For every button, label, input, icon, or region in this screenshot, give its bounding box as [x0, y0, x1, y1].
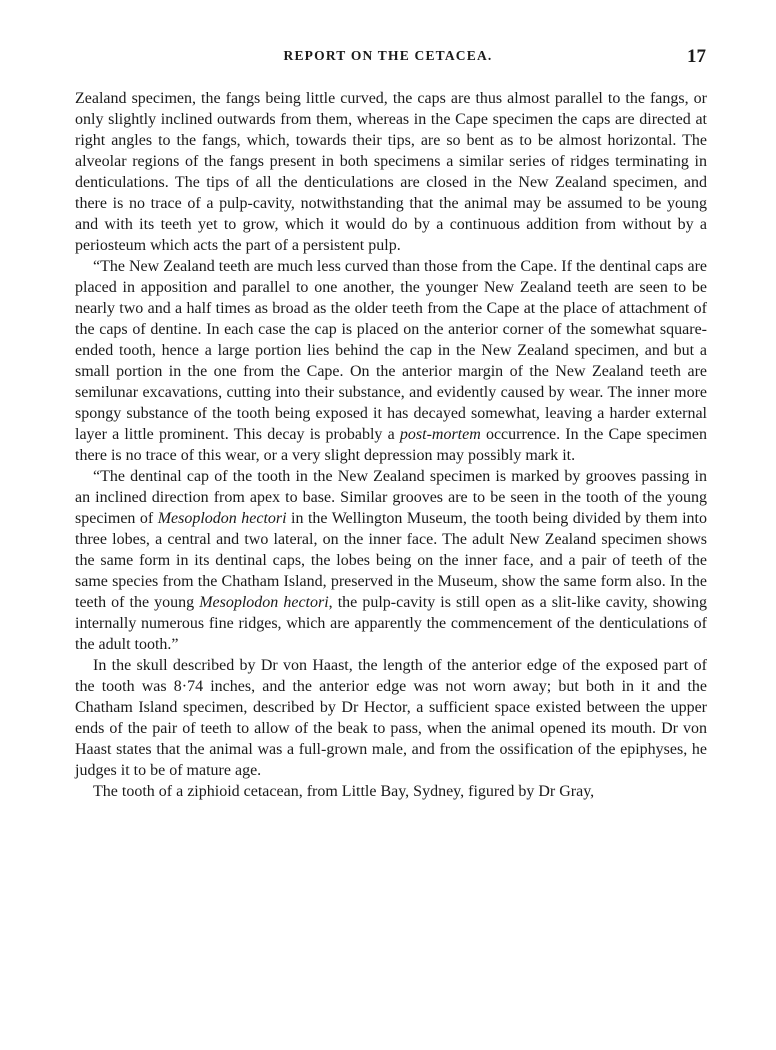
paragraph-2-text-a: “The New Zealand teeth are much less curved than those from the Cape. If the dentinal caps are placed in apposition and parallel to one another, the younger New Zealand teeth are seen to be nearly two and a half times as broad as the older teeth from the Cape at the place of attachment of the caps of dentine. In each case the cap is placed on the anterior corner of the somewhat square-ended tooth, hence a large portion lies behind the cap in the New Zealand specimen, and but a small portion in the one from the Cape. On the anterior margin of the New Zealand teeth are semilunar excavations, cutting into their substance, and evidently caused by wear. The inner more spongy substance of the tooth being exposed it has decayed somewhat, leaving a harder external layer a little prominent. This decay is probably a — [75, 258, 707, 443]
paragraph-1-text: Zealand specimen, the fangs being little curved, the caps are thus almost parallel to the fangs, or only slightly inclined outwards from them, whereas in the Cape specimen the caps are directed at right angles to the fangs, which, towards their tips, are so bent as to be almost horizontal. The alveolar regions of the fangs present in both specimens a similar series of ridges terminating in denticulations. The tips of all the denticulations are closed in the New Zealand specimen, and there is no trace of a pulp-cavity, notwithstanding that the animal may be assumed to be young and with its teeth yet to grow, which it would do by a continuous addition from without by a periosteum which acts the part of a persistent pulp. — [75, 90, 707, 254]
paragraph-5 — [75, 781, 707, 802]
paragraph-1 — [75, 88, 707, 256]
paragraph-5-text: The tooth of a ziphioid cetacean, from Little Bay, Sydney, figured by Dr Gray, — [93, 783, 595, 800]
paragraph-2 — [75, 256, 707, 466]
paragraph-3-text-c: , the pulp-cavity is still open as a slit-like cavity, showing internally numerous fine ridges, which are apparently the commencement of the denticulations of the adult tooth.” — [75, 594, 708, 653]
paragraph-4-text: In the skull described by Dr von Haast, the length of the anterior edge of the exposed part of the tooth was 8·74 inches, and the anterior edge was not worn away; but both in it and the Chatham Island specimen, described by Dr Hector, a sufficient space existed between the upper ends of the pair of teeth to allow of the beak to pass, when the animal opened its mouth. Dr von Haast states that the animal was a full-grown male, and from the ossification of the epiphyses, he judges it to be of mature age. — [75, 657, 707, 779]
paragraph-3 — [75, 466, 707, 655]
paragraph-2-italic-term: post-mortem — [399, 426, 481, 443]
paragraph-3-text-b: in the Wellington Museum, the tooth being divided by them into three lobes, a central and two lateral, on the inner face. The adult New Zealand specimen shows the same form in its dentinal caps, the lobes being on the inner face, and a pair of teeth of the same species from the Chatham Island, preserved in the Museum, show the same form also. In the teeth of the young — [75, 510, 707, 611]
body-text — [75, 88, 707, 802]
running-title: REPORT ON THE CETACEA. — [283, 48, 493, 63]
paragraph-3-text-a: “The dentinal cap of the tooth in the New Zealand specimen is marked by grooves passing in an inclined direction from apex to base. Similar grooves are to be seen in the tooth of the young specimen of — [75, 468, 707, 527]
species-name-1: Mesoplodon hectori — [157, 510, 287, 527]
page-number: 17 — [687, 46, 706, 67]
paragraph-2-text-b: occurrence. In the Cape specimen there is no trace of this wear, or a very slight depression may possibly mark it. — [75, 426, 708, 464]
running-head — [0, 46, 776, 70]
paragraph-4 — [75, 655, 707, 781]
species-name-2: Mesoplodon hectori — [199, 594, 329, 611]
